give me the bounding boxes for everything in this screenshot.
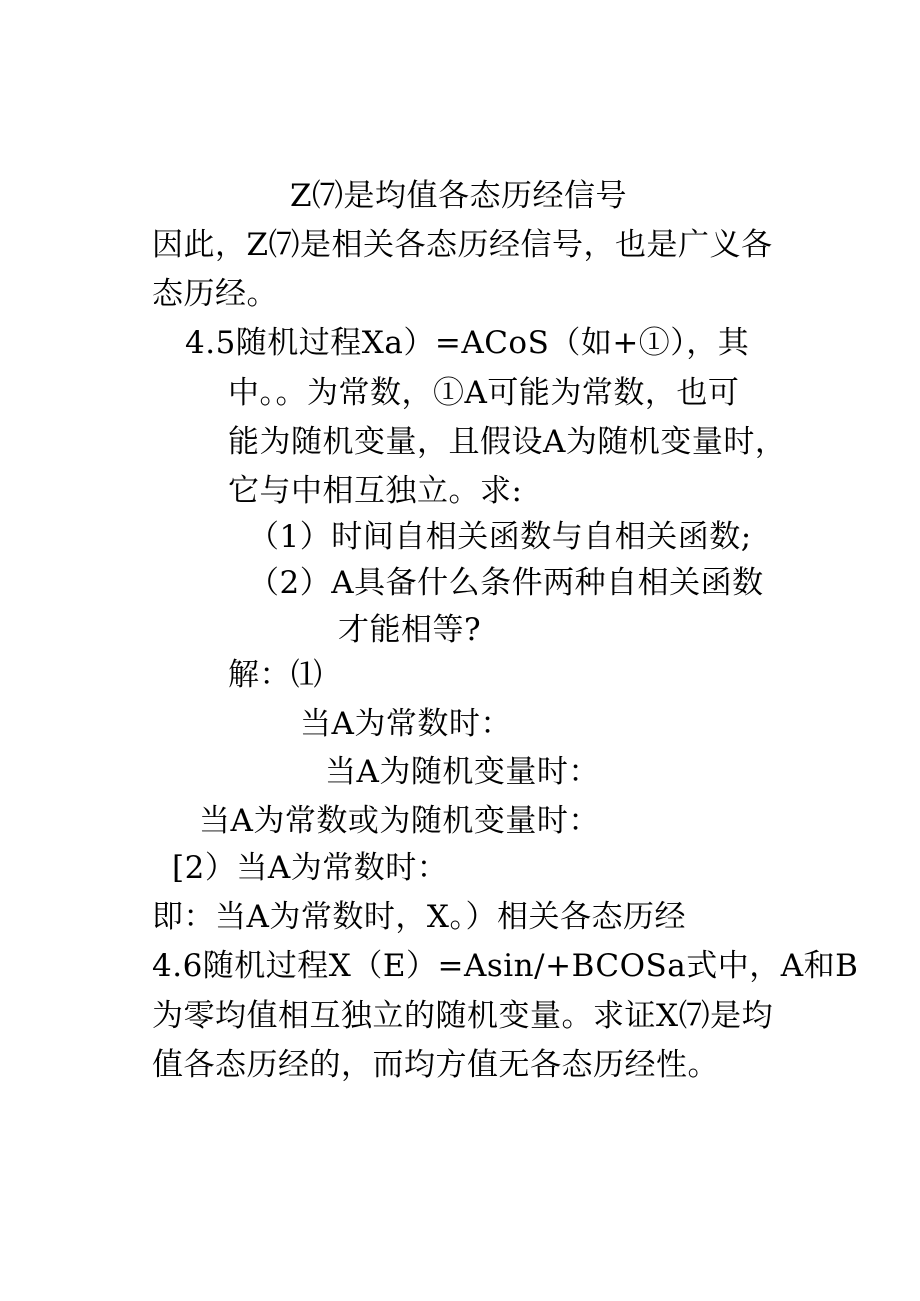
text-line: 态历经。	[152, 276, 278, 312]
text-line: 才能相等?	[338, 612, 482, 648]
text-line: 为零均值相互独立的随机变量。求证X⑺是均	[152, 998, 774, 1034]
text-line: 中。。为常数，①A可能为常数，也可	[228, 375, 740, 411]
text-line: 当A为常数或为随机变量时：	[199, 803, 600, 839]
text-line: 4.6随机过程X（E）=Asin/+BCOSa式中，A和B	[152, 948, 859, 984]
text-line: 它与中相互独立。求:	[228, 473, 523, 509]
text-line: 当A为随机变量时：	[325, 754, 600, 790]
text-line: [2）当A为常数时：	[172, 850, 449, 886]
text-line: （2）A具备什么条件两种自相关函数	[248, 565, 764, 601]
text-line: 值各态历经的，而均方值无各态历经性。	[152, 1047, 719, 1083]
text-line: 能为随机变量，且假设A为随机变量时，	[228, 424, 787, 460]
text-line: （1）时间自相关函数与自相关函数;	[248, 519, 752, 555]
text-line: 解：⑴	[228, 657, 323, 693]
text-line: 4.5随机过程Xa）=ACoS（如+①），其	[185, 325, 750, 361]
text-line: 当A为常数时：	[300, 706, 512, 742]
text-line: Z⑺是均值各态历经信号	[290, 178, 628, 214]
text-line: 因此，Z⑺是相关各态历经信号，也是广义各	[152, 227, 773, 263]
text-line: 即：当A为常数时，X。）相关各态历经	[152, 899, 686, 935]
